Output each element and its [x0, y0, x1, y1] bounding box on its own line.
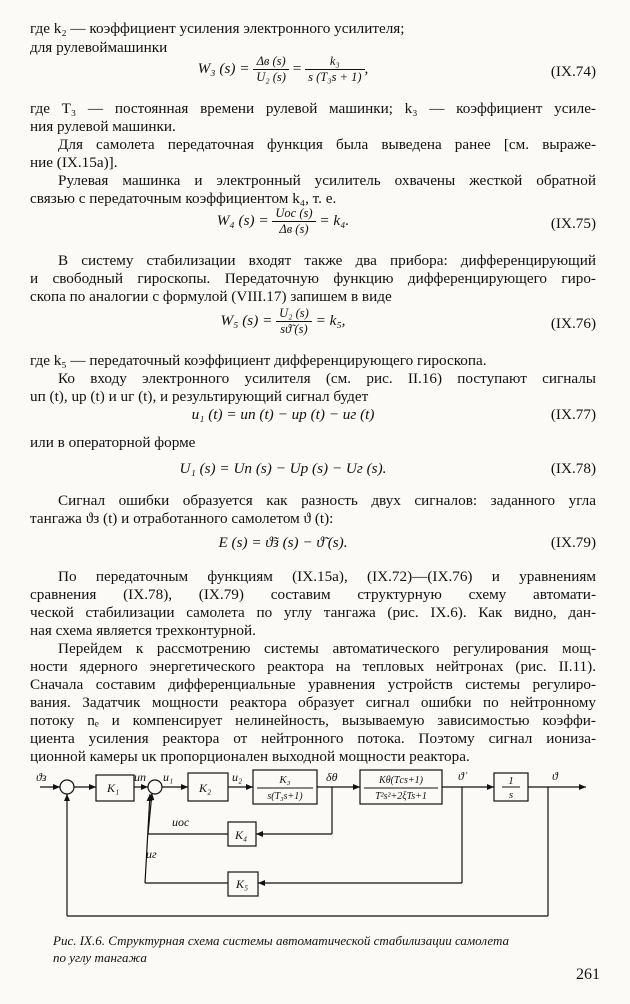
label-u-g: uг: [146, 847, 157, 861]
text-line: где k₅ — передаточный коэффициент дифференцирующего гироскопа.: [30, 352, 487, 369]
text-line: По передаточным функциям (IX.15а), (IX.72)—(IX.76) и уравнениям: [58, 568, 596, 585]
text-line: ционной камеры uк пропорционален выходной мощности реактора.: [30, 748, 470, 765]
equation-number: (IX.75): [550, 215, 596, 232]
text-line: где k₂ — коэффициент усиления электронного усилителя;: [30, 20, 405, 37]
text-line: ние (IX.15а)].: [30, 154, 118, 171]
text-line: для рулевоймашинки: [30, 39, 168, 56]
equation-ix79: E (s) = ϑ̃з (s) − ϑ̃ (s). (IX.79): [218, 534, 596, 551]
label-k5: K₅: [236, 877, 249, 891]
text-line: потоку nₑ и компенсирует нелинейность, вызываемую зависимостью коэффи-: [30, 712, 596, 729]
text-line: uп (t), uр (t) и uг (t), и результирующий сигнал будет: [30, 388, 369, 405]
label-k4: K₄: [235, 828, 248, 842]
equation-ix77: u₁ (t) = uп (t) − uр (t) − uг (t) (IX.77): [191, 406, 596, 423]
text-line: ная схема является трехконтурной.: [30, 622, 256, 639]
text-line: тангажа ϑз (t) и отработанного самолетом ϑ (t):: [30, 510, 334, 527]
text-line: или в операторной форме: [30, 434, 196, 451]
equation-number: (IX.76): [550, 315, 596, 332]
label-servo-den: s(T₃s+1): [267, 791, 303, 802]
equation-ix75: W₄ (s) = $\frac{\text{Uос (s)}}{\Delta в (s)}$ = k₄. (IX.75): [216, 206, 596, 236]
label-aircraft-num: Kθ(Tсs+1): [379, 775, 423, 786]
label-theta-z: ϑз: [36, 770, 47, 784]
equation-number: (IX.74): [550, 63, 596, 80]
equation-number: (IX.79): [550, 534, 596, 551]
label-int-num: 1: [508, 775, 514, 787]
text-line: Сигнал ошибки образуется как разность двух сигналов: заданного угла: [58, 492, 596, 509]
text-line: Перейдем к рассмотрению системы автоматического регулирования мощ-: [58, 640, 596, 657]
text-line: вания. Задатчик мощности реактора образует сигнал ошибки по нейтронному: [30, 694, 596, 711]
text-line: Для самолета передаточная функция была выведена ранее [см. выраже-: [58, 136, 596, 153]
summing-junction-1: [60, 780, 74, 794]
label-u2: u₂: [232, 770, 243, 784]
text-line: и свободный гироскопы. Передаточную функцию дифференцирующего гиро-: [30, 270, 596, 287]
text-line: ческой стабилизации самолета по углу тангажа (рис. IX.6). Как видно, дан-: [30, 604, 596, 621]
text-line: Сначала составим дифференциальные уравнения устройств системы регулиро-: [30, 676, 596, 693]
equation-number: (IX.78): [550, 460, 596, 477]
text-line: связью с передаточным коэффициентом k₄, т. е.: [30, 190, 337, 207]
equation-ix78: U₁ (s) = Uп (s) − Uр (s) − Uг (s). (IX.78): [179, 460, 596, 477]
label-aircraft-den: T²s²+2ξTs+1: [375, 791, 427, 802]
text-line: сравнения (IX.78), (IX.79) составим структурную схему автомати-: [30, 586, 596, 603]
text-line: циента усиления реактора от нейтронного потока. Поэтому сигнал иониза-: [30, 730, 596, 747]
label-int-den: s: [508, 789, 514, 801]
equation-number: (IX.77): [550, 406, 596, 423]
label-u-p: uп: [134, 770, 146, 784]
figure-caption-cont: по углу тангажа: [53, 950, 147, 965]
label-delta: δθ: [326, 770, 338, 784]
page-number: 261: [576, 966, 600, 983]
label-k2: K₂: [199, 781, 212, 795]
figure-caption: Рис. IX.6. Структурная схема системы автоматической стабилизации самолета: [53, 933, 509, 948]
text-line: ности ядерного энергетического реактора на тепловых нейтронах (рис. II.11).: [30, 658, 596, 675]
label-k3: K₃: [279, 774, 291, 786]
text-line: ния рулевой машинки.: [30, 118, 176, 135]
text-line: Рулевая машинка и электронный усилитель охвачены жесткой обратной: [58, 172, 596, 189]
text-line: Ко входу электронного усилителя (см. рис. II.16) поступают сигналы: [58, 370, 596, 387]
label-u1: u₁: [163, 770, 174, 784]
text-line: где T₃ — постоянная времени рулевой машинки; k₃ — коэффициент усиле-: [30, 100, 596, 117]
label-theta-dot: ϑ̇: [458, 769, 464, 783]
text-line: скопа по аналогии с формулой (VIII.17) запишем в виде: [30, 288, 392, 305]
summing-junction-2: [148, 780, 162, 794]
label-theta: ϑ: [552, 769, 558, 783]
label-u-os: uос: [172, 815, 190, 829]
text-line: В систему стабилизации входят также два прибора: дифференцирующий: [58, 252, 596, 269]
equation-ix74: W₃ (s) = $\frac{\Delta в (s)}{\text{U₂ (s)}}$ = $\frac{\text{k₃}}{\text{s (T₃s + 1)}}$ , (IX.74): [197, 54, 596, 84]
equation-ix76: W₅ (s) = $\frac{\text{U₂ (s)}}{sϑ̃ (s)}$ = k₅, (IX.76): [220, 306, 596, 336]
label-k1: K₁: [107, 781, 120, 795]
